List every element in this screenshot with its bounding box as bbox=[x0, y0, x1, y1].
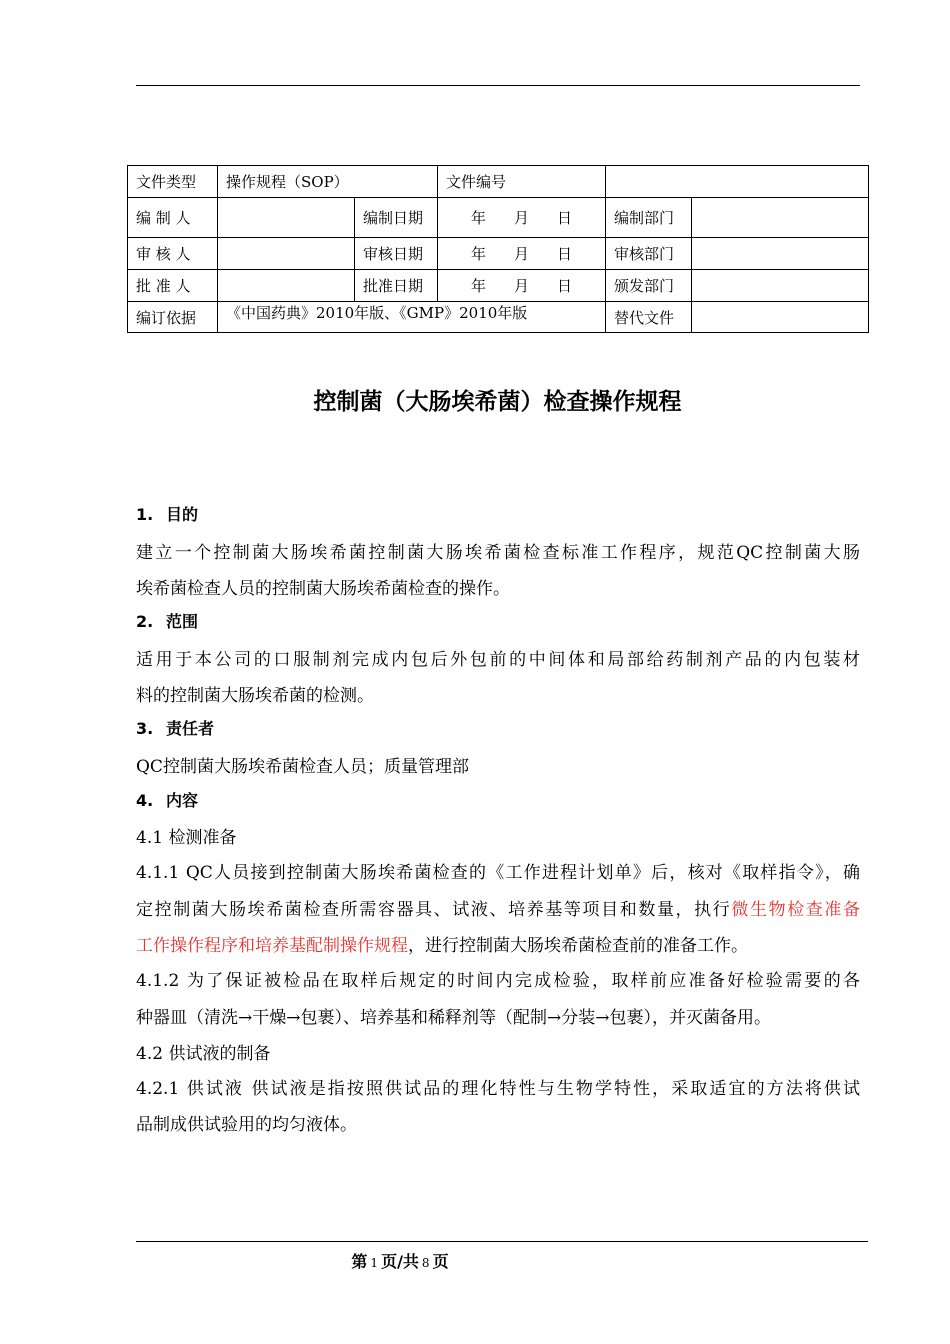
doc-no-label: 文件编号 bbox=[438, 166, 606, 198]
compile-dept-value[interactable] bbox=[692, 198, 869, 238]
paragraph-line: 埃希菌检查人员的控制菌大肠埃希菌检查的操作。 bbox=[136, 579, 510, 599]
basis-value: 《中国药典》2010年版、《GMP》2010年版 bbox=[218, 302, 606, 333]
replace-label: 替代文件 bbox=[606, 302, 692, 333]
footer-rule bbox=[136, 1241, 868, 1242]
footer-suffix: 页 bbox=[432, 1252, 449, 1271]
section-heading-scope bbox=[136, 609, 860, 632]
section-title: 范围 bbox=[166, 612, 199, 631]
reviewer-value[interactable] bbox=[218, 238, 355, 270]
paragraph-line: 种器皿（清洗→干燥→包裹）、培养基和稀释剂等（配制→分装→包裹），并灭菌备用。 bbox=[136, 1008, 771, 1028]
subsection-heading: 4.1 检测准备 bbox=[136, 828, 237, 848]
section-title: 目的 bbox=[166, 505, 199, 524]
doc-type-value: 操作规程（SOP） bbox=[218, 166, 438, 198]
page-number: 1 bbox=[370, 1256, 379, 1270]
review-dept-label: 审核部门 bbox=[606, 238, 692, 270]
section-title: 责任者 bbox=[166, 719, 215, 738]
approve-date-value[interactable] bbox=[438, 270, 606, 302]
basis-label: 编订依据 bbox=[128, 302, 218, 333]
text-span: ，进行控制菌大肠埃希菌检查前的准备工作。 bbox=[408, 936, 748, 956]
review-date-value[interactable] bbox=[438, 238, 606, 270]
paragraph-line: 4.1.1 QC人员接到控制菌大肠埃希菌检查的《工作进程计划单》后，核对《取样指令》，确 bbox=[136, 863, 860, 883]
compile-dept-label: 编制部门 bbox=[606, 198, 692, 238]
paragraph-line: 料的控制菌大肠埃希菌的检测。 bbox=[136, 686, 374, 706]
total-pages: 8 bbox=[421, 1256, 430, 1270]
paragraph-line: 品制成供试验用的均匀液体。 bbox=[136, 1115, 357, 1135]
approver-value[interactable] bbox=[218, 270, 355, 302]
review-date-label: 审核日期 bbox=[355, 238, 438, 270]
section-title: 内容 bbox=[166, 791, 199, 810]
year-label: 年 bbox=[470, 245, 486, 263]
approve-date-label: 批准日期 bbox=[355, 270, 438, 302]
day-label: 日 bbox=[557, 245, 573, 263]
section-heading-responsible bbox=[136, 716, 860, 739]
doc-type-label: 文件类型 bbox=[128, 166, 218, 198]
paragraph-line: 适用于本公司的口服制剂完成内包后外包前的中间体和局部给药制剂产品的内包装材 bbox=[136, 650, 860, 670]
issue-dept-label: 颁发部门 bbox=[606, 270, 692, 302]
subsection-heading: 4.2 供试液的制备 bbox=[136, 1044, 271, 1064]
doc-no-value[interactable] bbox=[606, 166, 869, 198]
paragraph-line bbox=[136, 931, 860, 956]
text-span: 定控制菌大肠埃希菌检查所需容器具、试液、培养基等项目和数量，执行 bbox=[136, 900, 732, 920]
compiler-label: 编 制 人 bbox=[128, 198, 218, 238]
month-label: 月 bbox=[514, 277, 530, 295]
section-heading-content bbox=[136, 788, 860, 811]
document-info-table bbox=[127, 165, 869, 333]
month-label: 月 bbox=[514, 245, 530, 263]
day-label: 日 bbox=[557, 277, 573, 295]
replace-value[interactable] bbox=[692, 302, 869, 333]
issue-dept-value[interactable] bbox=[692, 270, 869, 302]
procedure-reference-link[interactable]: 工作操作程序和培养基配制操作规程 bbox=[136, 936, 408, 956]
document-title: 控制菌（大肠埃希菌）检查操作规程 bbox=[313, 389, 682, 415]
day-label: 日 bbox=[557, 209, 573, 227]
approver-label: 批 准 人 bbox=[128, 270, 218, 302]
section-number: 3. bbox=[136, 719, 154, 738]
compile-date-value[interactable] bbox=[438, 198, 606, 238]
procedure-reference-link[interactable]: 微生物检查准备 bbox=[731, 900, 861, 920]
header-rule bbox=[136, 85, 860, 86]
paragraph-line: 4.1.2 为了保证被检品在取样后规定的时间内完成检验，取样前应准备好检验需要的各 bbox=[136, 971, 860, 991]
section-number: 4. bbox=[136, 791, 154, 810]
footer-prefix: 第 bbox=[351, 1252, 368, 1271]
section-number: 1. bbox=[136, 505, 154, 524]
paragraph-line: QC控制菌大肠埃希菌检查人员；质量管理部 bbox=[136, 757, 469, 777]
paragraph-line bbox=[136, 895, 860, 920]
page-footer bbox=[0, 1249, 800, 1272]
compile-date-label: 编制日期 bbox=[355, 198, 438, 238]
compiler-value[interactable] bbox=[218, 198, 355, 238]
year-label: 年 bbox=[470, 277, 486, 295]
paragraph-line: 建立一个控制菌大肠埃希菌控制菌大肠埃希菌检查标准工作程序，规范QC控制菌大肠 bbox=[136, 543, 860, 563]
section-number: 2. bbox=[136, 612, 154, 631]
year-label: 年 bbox=[470, 209, 486, 227]
paragraph-line: 4.2.1 供试液 供试液是指按照供试品的理化特性与生物学特性，采取适宜的方法将供试 bbox=[136, 1079, 860, 1099]
month-label: 月 bbox=[514, 209, 530, 227]
footer-middle: 页/共 bbox=[381, 1252, 419, 1271]
reviewer-label: 审 核 人 bbox=[128, 238, 218, 270]
review-dept-value[interactable] bbox=[692, 238, 869, 270]
section-heading-purpose bbox=[136, 502, 860, 525]
